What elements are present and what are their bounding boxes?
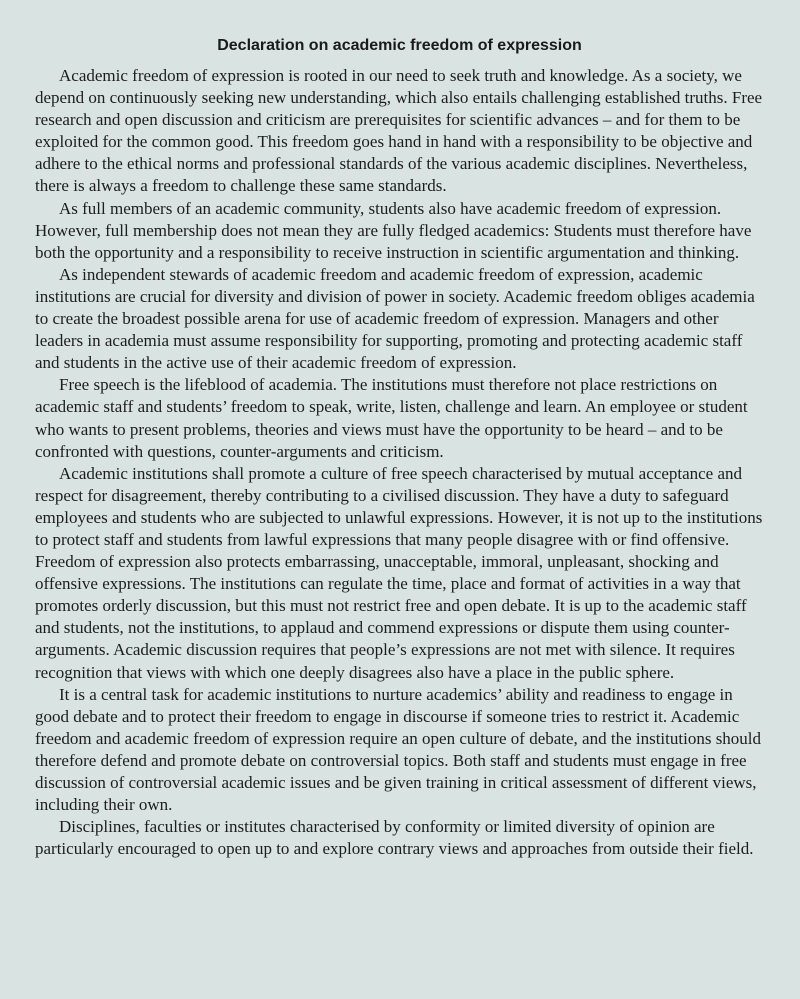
paragraph-7: Disciplines, faculties or institutes characterised by conformity or limited diversity of opinion are particularly encouraged to open up to and explore contrary views and approaches from outside their field. — [35, 817, 754, 859]
paragraph-3: As independent stewards of academic freedom and academic freedom of expression, academic institutions are crucial for diversity and division of power in society. Academic freedom obliges academia to create the broadest possible arena for use of academic freedom of expression. Managers and other leaders in academia must assume responsibility for supporting, promoting and protecting academic staff and students in the active use of their academic freedom of expression. — [35, 264, 755, 373]
paragraph-2: As full members of an academic community, students also have academic freedom of expression. However, full membership does not mean they are fully fledged academics: Students must therefore have both the opportunity and a responsibility to receive instruction in scientific argumentation and thinking. — [35, 198, 752, 262]
paragraph-1: Academic freedom of expression is rooted in our need to seek truth and knowledge. As a society, we depend on continuously seeking new understanding, which also entails challenging established truths. Free research and open discussion and criticism are prerequisites for scientific advances – and for them to be exploited for the common good. This freedom goes hand in hand with a responsibility to be objective and adhere to the ethical norms and professional standards of the various academic disciplines. Nevertheless, there is always a freedom to challenge these same standards. — [35, 66, 763, 196]
paragraph-6: It is a central task for academic institutions to nurture academics’ ability and readiness to engage in good debate and to protect their freedom to engage in discourse if someone tries to restrict it. Academic freedom and academic freedom of expression require an open culture of debate, and the institutions should therefore defend and promote debate on controversial topics. Both staff and students must engage in free discussion of controversial academic issues and be given training in critical assessment of different views, including their own. — [35, 684, 762, 815]
declaration-title: Declaration on academic freedom of expression — [217, 37, 582, 54]
paragraph-4: Free speech is the lifeblood of academia. The institutions must therefore not place restrictions on academic staff and students’ freedom to speak, write, listen, challenge and learn. An employee or student who wants to present problems, theories and views must have the opportunity to be heard – and to be confronted with questions, counter-arguments and criticism. — [35, 375, 748, 461]
paragraph-5: Academic institutions shall promote a culture of free speech characterised by mutual acceptance and respect for disagreement, thereby contributing to a civilised discussion. They have a duty to safeguard employees and students who are subjected to unlawful expressions. However, it is not up to the institutions to protect staff and students from lawful expressions that many people disagree with or find offensive. Freedom of expression also protects embarrassing, unacceptable, immoral, unpleasant, shocking and offensive expressions. The institutions can regulate the time, place and format of activities in a way that promotes orderly discussion, but this must not restrict free and open debate. It is up to the academic staff and students, not the institutions, to applaud and commend expressions or dispute them using counter-arguments. Academic discussion requires that people’s expressions are not met with silence. It requires recognition that views with which one deeply disagrees also have a place in the public sphere. — [35, 463, 763, 682]
